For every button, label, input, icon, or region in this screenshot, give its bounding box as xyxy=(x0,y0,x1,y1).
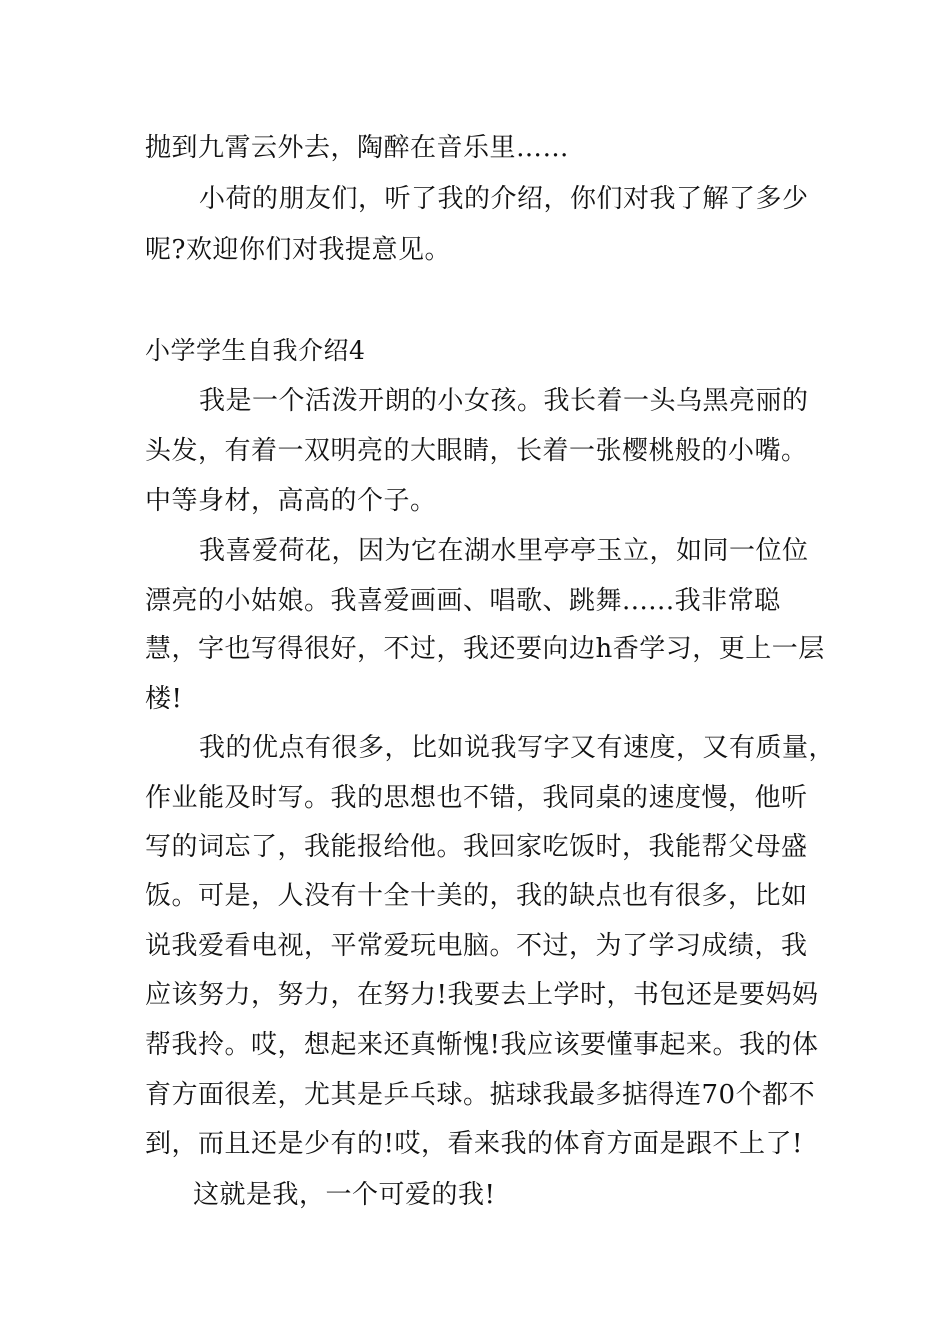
text-line: 中等身材，高高的个子。 xyxy=(145,486,437,516)
paragraph-first-line: 小荷的朋友们，听了我的介绍，你们对我了解了多少 xyxy=(199,184,809,214)
text-line: 到，而且还是少有的!哎，看来我的体育方面是跟不上了! xyxy=(145,1129,803,1159)
paragraph-first-line: 我的优点有很多，比如说我写字又有速度，又有质量， xyxy=(199,733,836,763)
text-line: 说我爱看电视，平常爱玩电脑。不过，为了学习成绩，我 xyxy=(145,931,808,961)
paragraph-first-line: 这就是我，一个可爱的我! xyxy=(193,1180,496,1210)
text-line: 呢?欢迎你们对我提意见。 xyxy=(145,235,451,265)
text-line: 头发，有着一双明亮的大眼睛，长着一张樱桃般的小嘴。 xyxy=(145,436,808,466)
text-line: 慧，字也写得很好，不过，我还要向边h香学习，更上一层 xyxy=(145,634,825,664)
text-line: 写的词忘了，我能报给他。我回家吃饭时，我能帮父母盛 xyxy=(145,832,808,862)
text-line: 饭。可是，人没有十全十美的，我的缺点也有很多，比如 xyxy=(145,881,808,911)
section-heading: 小学学生自我介绍4 xyxy=(145,336,366,365)
text-line: 漂亮的小姑娘。我喜爱画画、唱歌、跳舞......我非常聪 xyxy=(145,586,781,616)
text-line: 帮我拎。哎，想起来还真惭愧!我应该要懂事起来。我的体 xyxy=(145,1030,819,1060)
text-line: 育方面很差，尤其是乒乓球。掂球我最多掂得连70个都不 xyxy=(145,1080,816,1110)
paragraph-first-line: 我是一个活泼开朗的小女孩。我长着一头乌黑亮丽的 xyxy=(199,386,809,416)
paragraph-first-line: 我喜爱荷花，因为它在湖水里亭亭玉立，如同一位位 xyxy=(199,536,809,566)
text-line: 应该努力，努力，在努力!我要去上学时，书包还是要妈妈 xyxy=(145,980,819,1010)
text-line: 楼! xyxy=(145,684,183,714)
text-line: 抛到九霄云外去，陶醉在音乐里…… xyxy=(145,133,570,163)
text-line: 作业能及时写。我的思想也不错，我同桌的速度慢，他听 xyxy=(145,783,808,813)
